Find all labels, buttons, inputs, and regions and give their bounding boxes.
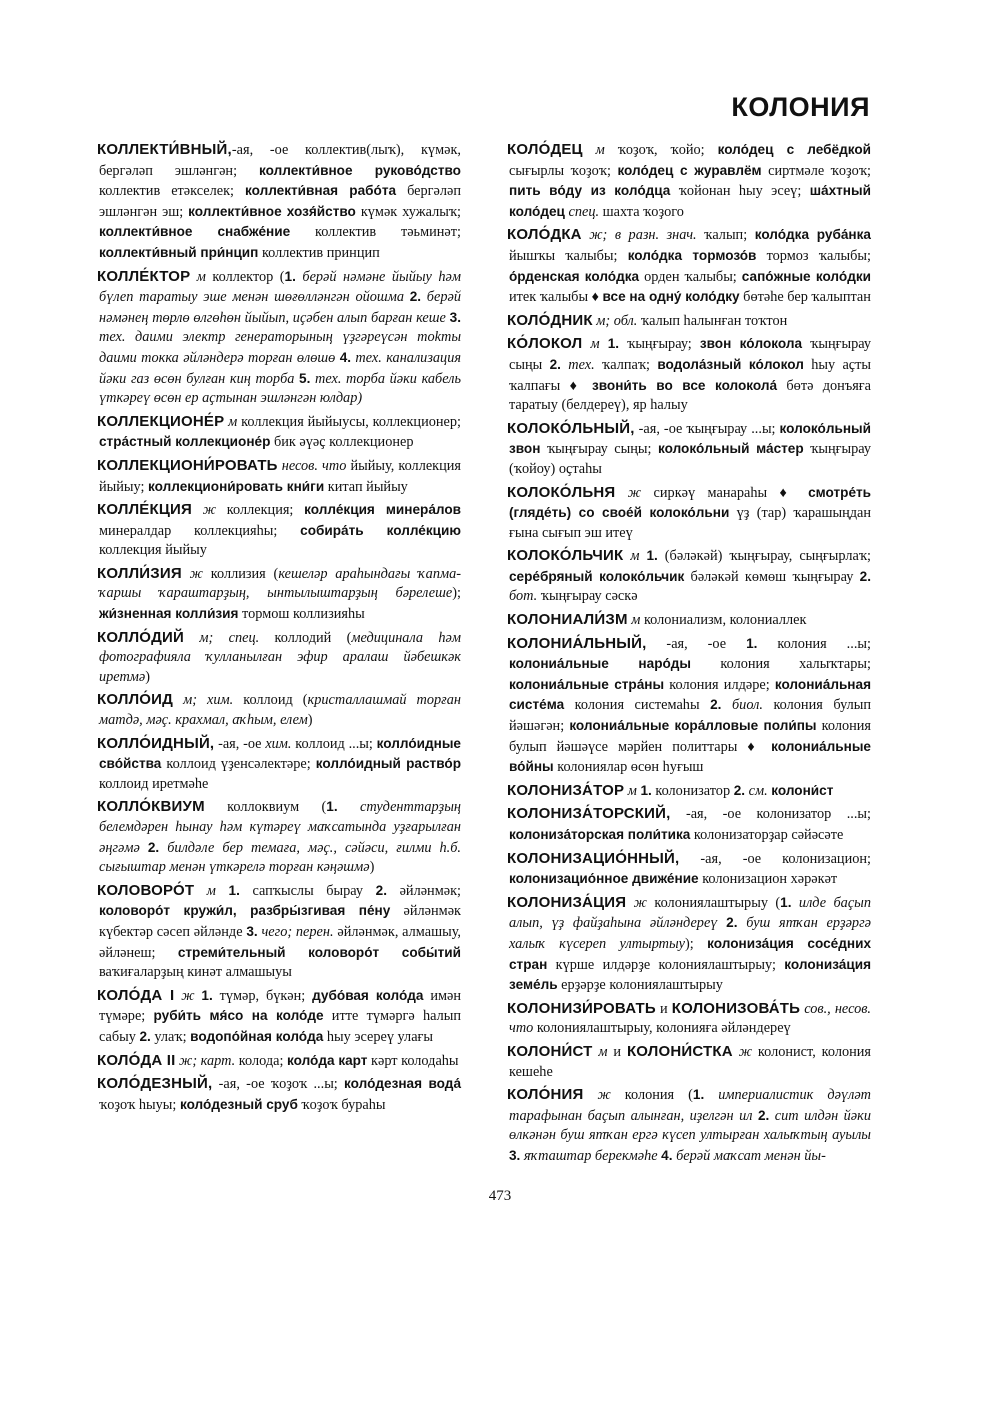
dictionary-entry	[509, 483, 871, 544]
example-phrase: 2.	[726, 915, 738, 931]
example-phrase: коло́дка руба́нка	[754, 227, 871, 243]
grammar-note: см.	[745, 782, 768, 799]
grammar-note: спец.	[564, 203, 600, 220]
entry-headword: КОЛОНИЗА́ТОРСКИЙ,	[507, 805, 671, 823]
example-phrase: 2.	[375, 882, 387, 898]
grammar-note: м	[224, 413, 238, 430]
example-phrase: коло́дка тормозо́в	[627, 247, 757, 263]
definition-text: и	[607, 1043, 627, 1060]
definition-text: һыу аҫты ҡалпағы ♦	[509, 356, 871, 394]
example-phrase: 1.	[692, 1087, 705, 1103]
example-phrase: колониза́торская поли́тика	[509, 827, 691, 842]
example-phrase: колле́кция минера́лов	[304, 502, 461, 518]
grammar-note: хим.	[265, 735, 292, 752]
example-phrase: 2.	[859, 568, 871, 584]
example-phrase: 1.	[228, 882, 240, 898]
example-phrase: коллекти́вное снабже́ние	[99, 224, 291, 240]
example-phrase: смотре́ть (гляде́ть) со свое́й колоко́льни	[509, 484, 872, 521]
example-phrase: стра́стный коллекционе́р	[99, 434, 271, 450]
grammar-note: ж	[583, 1087, 611, 1104]
definition-text: коллоквиум (	[204, 799, 327, 816]
definition-text: ҡалпаҡ;	[594, 356, 658, 373]
definition-text: сиртмәле ҡоҙоҡ;	[761, 162, 871, 179]
entry-headword: КОЛОНИ́СТ	[507, 1042, 593, 1060]
example-phrase: колло́идный раство́р	[315, 756, 461, 772]
dictionary-entry	[99, 1051, 461, 1072]
entry-headword: КОЛО́ДКА	[507, 226, 582, 244]
definition-text: тормош коллизияһы	[238, 606, 365, 623]
dictionary-entry	[99, 412, 461, 453]
grammar-note: тех.	[310, 370, 342, 387]
example-phrase: колоко́льный звон	[509, 420, 871, 457]
definition-text: коллодий (	[259, 629, 352, 646]
definition-text: коллектив тәьминәт;	[290, 224, 461, 241]
definition-text: коллектив принцип	[258, 244, 380, 261]
entry-headword: КОЛОВОРО́Т	[97, 881, 195, 899]
definition-text: коллоид (	[233, 692, 308, 709]
dictionary-entry	[509, 1085, 871, 1166]
definition-text: );	[452, 585, 461, 602]
entry-headword: КОЛО́НИЯ	[507, 1086, 584, 1104]
grammar-note: м	[582, 142, 605, 158]
example-phrase: 2.	[549, 356, 561, 372]
page-number: 473	[488, 1188, 512, 1204]
definition-text: ерҙәрҙе колониялаштырыу	[557, 977, 723, 994]
grammar-note: м	[624, 782, 637, 799]
example-phrase: сере́бряный колоко́льчик	[509, 568, 685, 584]
definition-text: бик әүәҫ коллекционер	[270, 434, 414, 451]
entry-headword: КОЛО́ДНИК	[507, 311, 593, 329]
dictionary-entry	[99, 734, 461, 795]
grammar-note: тех.	[560, 356, 595, 373]
entry-headword: КОЛОНИЗАЦИО́ННЫЙ,	[507, 849, 680, 867]
dictionary-entry	[509, 546, 871, 607]
grammar-note: кристаллашмай торған матдә, мәҫ. крахмал, аҡһым, елем	[99, 692, 462, 729]
definition-text: колония булып йәшәгән;	[509, 697, 871, 735]
example-phrase: колоко́льный ма́стер	[657, 441, 804, 457]
dictionary-entry	[99, 140, 461, 264]
definition-text: шахта ҡоҙого	[599, 203, 684, 220]
definition-text: колония булып йәшәүсе мәрйен политтары ♦	[509, 718, 871, 755]
dictionary-entry	[99, 881, 461, 983]
dictionary-entry	[509, 999, 871, 1039]
example-phrase: собира́ть колле́кцию	[300, 522, 461, 538]
definition-text: -ая, -ое ҡоҙоҡ ...ы;	[212, 1076, 345, 1093]
definition-text: әйләнмәк, алмашыу, әйләнеш;	[99, 923, 461, 961]
definition-text: колониялаштырыу, колонияға әйләндереү	[533, 1020, 791, 1037]
definition-text: )	[145, 668, 151, 685]
example-phrase: коло́да карт	[287, 1052, 368, 1068]
dictionary-entry	[509, 893, 871, 996]
dictionary-entry	[99, 797, 461, 877]
dictionary-entry	[509, 225, 871, 307]
entry-headword: КОЛОНИА́ЛЬНЫЙ,	[507, 634, 647, 652]
grammar-note: ж	[181, 565, 203, 582]
entry-headword: КОЛО́ДА II	[97, 1051, 176, 1069]
entry-headword: КОЛЛЕКЦИОНЕ́Р	[97, 412, 225, 430]
entry-headword: КОЛЛО́ДИЙ	[97, 628, 185, 646]
example-phrase: колониа́льные во́йны	[509, 738, 871, 775]
example-phrase: коло́дезная вода́	[344, 1076, 461, 1092]
entry-headword: КОЛОКО́ЛЬНЫЙ,	[507, 419, 635, 437]
definition-text: әйләнмәк;	[386, 882, 462, 899]
dictionary-entry	[99, 456, 461, 497]
definition-text: бөтә донъяға таратыу (белдереү), яр һалыу	[509, 377, 871, 414]
definition-text: минералдар коллекцияһы;	[99, 522, 301, 539]
definition-text: коллекция;	[216, 502, 305, 519]
example-phrase: дубо́вая коло́да	[312, 987, 424, 1003]
definition-text: -ая, -ое коллектив(лыҡ), күмәк, бергәләп эшләнгән;	[99, 142, 461, 179]
example-phrase: 2.	[139, 1028, 151, 1044]
entry-headword: КОЛЛЕ́КТОР	[97, 267, 191, 285]
example-phrase: колониза́ция сосе́дних стран	[509, 935, 871, 972]
definition-text: ҡоҙоҡ, ҡойо;	[604, 142, 718, 158]
definition-text: колонизаторҙар сәйәсәте	[690, 827, 844, 843]
definition-text: )	[369, 859, 375, 876]
grammar-note: торба йәки кабель үткәреү өсөн ер аҫтынан эшләнгән юлдар)	[99, 370, 461, 407]
definition-text: кәрт колодаһы	[367, 1052, 459, 1069]
definition-text: )	[307, 712, 313, 729]
definition-text: итте түмәргә һалып сабыу	[99, 1008, 461, 1045]
definition-text: колониялар өсөн һуғыш	[553, 759, 704, 776]
definition-text: бергәләп эшләнгән эш;	[99, 183, 461, 220]
grammar-note: м	[190, 268, 206, 285]
example-phrase: колониа́льные стра́ны	[509, 676, 665, 692]
definition-text: -ая, -ое колонизатор ...ы;	[670, 806, 871, 823]
definition-text: коллекция йыйыу	[99, 542, 207, 559]
definition-text: ҡалып һалынған тоҡтон	[637, 312, 788, 329]
entry-headword: КОЛОКО́ЛЬНЯ	[507, 483, 616, 501]
entry-headword: КОЛОНИЗА́ЦИЯ	[507, 893, 627, 911]
grammar-note: ж; в разн. знач.	[581, 227, 697, 244]
example-phrase: колониа́льная систе́ма	[509, 676, 872, 713]
example-phrase: 2.	[733, 782, 746, 798]
example-phrase: коллекциони́ровать кни́ги	[148, 478, 325, 494]
entry-headword: КОЛО́ДЕЦ	[507, 141, 583, 158]
grammar-note: илде баҫып алып, үҙ файҙаһына әйләндереү	[509, 894, 871, 932]
example-phrase: стреми́тельный коловоро́т собы́тий	[177, 944, 462, 960]
example-phrase: жи́зненная колли́зия	[99, 606, 239, 622]
example-phrase: коло́дец с лебёдкой	[717, 142, 872, 157]
example-phrase: 5.	[299, 370, 311, 386]
entry-headword: КОЛЛО́КВИУМ	[97, 798, 205, 816]
dictionary-entry	[509, 419, 871, 480]
entry-headword: КОЛЛЕКЦИОНИ́РОВАТЬ	[97, 456, 278, 474]
definition-text: итек ҡалыбы ♦	[509, 289, 603, 306]
definition-text: сығырлы ҡоҙоҡ;	[509, 162, 618, 179]
entry-headword: КОЛОНИЗА́ТОР	[507, 781, 625, 799]
definition-text: тормоз ҡалыбы;	[756, 247, 872, 264]
example-phrase: 2.	[757, 1107, 770, 1123]
definition-text: коллоид үҙенсәлектәре;	[161, 756, 316, 773]
grammar-note: тех.	[351, 349, 382, 366]
grammar-note: тех.	[99, 329, 126, 346]
example-phrase: колониа́льные кора́лловые поли́пы	[569, 718, 817, 734]
example-phrase: колониа́льные наро́ды	[509, 656, 692, 672]
entry-headword: КОЛОНИАЛИ́ЗМ	[507, 611, 628, 629]
definition-text: түмәр, бүкән;	[212, 987, 313, 1004]
definition-text: ҡыңғырау сәскә	[537, 588, 638, 605]
grammar-note: м	[582, 336, 600, 353]
grammar-note: м	[623, 548, 640, 565]
dictionary-entry	[99, 500, 461, 561]
grammar-note: м	[627, 612, 641, 629]
definition-text	[216, 883, 229, 899]
example-phrase: 1.	[607, 336, 620, 352]
example-phrase: коллекти́вное руково́дство	[259, 162, 461, 178]
grammar-note: медицинала һәм фотографияла ҡулланылған эфир аралаш йәбешкәк иретмә	[99, 629, 461, 685]
example-phrase: ша́хтный коло́дец	[509, 183, 871, 219]
definition-text: колония системаһы	[564, 697, 711, 714]
definition-text: коллоид ...ы;	[291, 735, 377, 752]
example-phrase: 3.	[509, 1147, 521, 1163]
example-phrase: руби́ть мя́со на коло́де	[153, 1008, 324, 1024]
grammar-note: м	[194, 882, 216, 899]
definition-text: йыйыу, коллекция йыйыу;	[99, 457, 461, 495]
grammar-note: буш ятҡан ерҙәргә халыҡ күсереп ултыртыу	[509, 915, 871, 952]
definition-text: бәләкәй көмөш ҡыңғырау	[684, 568, 860, 585]
definition-text: -ая, -ое	[214, 735, 266, 752]
entry-headword: КОЛЛО́ИДНЫЙ,	[97, 734, 215, 752]
grammar-note: кешеләр араһындағы ҡапма-ҡаршы ҡараштарҙың, ынтылыштарҙың бәрелеше	[99, 565, 461, 602]
grammar-note: бер‌әй нәмәне йыйыу һәм бүлеп таратыу эше менән шөғөлләнгән ойошма	[99, 268, 461, 306]
grammar-note: яҡташтар берекмәһе	[520, 1147, 662, 1164]
definition-text: үҙ (тар) ҡарашыңдан ғына сығып эш итеү	[509, 505, 872, 541]
example-phrase: звон ко́локола	[699, 336, 803, 352]
definition-text: -ая, -ое колонизацион;	[679, 850, 871, 867]
definition-text: коллизия (	[202, 565, 279, 582]
definition-text: коллоид иретмәһе	[99, 775, 209, 792]
example-phrase: 1.	[284, 268, 296, 284]
grammar-note: м; спец.	[184, 629, 260, 646]
definition-text: колода;	[235, 1052, 287, 1069]
example-phrase: 4.	[661, 1147, 673, 1163]
definition-text: колонизацион хәрәкәт	[698, 871, 838, 888]
definition-text: коллектор (	[205, 268, 285, 285]
grammar-note: ж	[174, 987, 195, 1004]
definition-text: и	[655, 1000, 672, 1017]
example-phrase: водопо́йная коло́да	[190, 1028, 324, 1044]
definition-text: -ая, -ое ҡыңғырау ...ы;	[634, 420, 780, 437]
dictionary-entry	[99, 628, 461, 688]
definition-text: ҡоҙоҡ һыуы;	[99, 1096, 180, 1113]
grammar-note: берәй маҡсат менән йы-	[672, 1147, 826, 1164]
example-phrase: 1.	[201, 987, 213, 1003]
grammar-note: империалистик дәүләт тарафынан баҫып алынған, иҙелгән ил	[509, 1087, 871, 1124]
example-phrase: коллекти́вное хозя́йство	[188, 203, 356, 219]
example-phrase: 3.	[449, 309, 461, 325]
grammar-note: м	[592, 1043, 608, 1060]
running-head: КОЛОНИЯ	[731, 92, 870, 122]
definition-text: китап йыйыу	[324, 478, 408, 495]
entry-headword: КОЛОНИ́СТКА	[626, 1042, 733, 1060]
entry-headword: КОЛО́ДЕЗНЫЙ,	[97, 1075, 213, 1093]
example-phrase: колло́идные сво́йства	[99, 735, 461, 772]
definition-text	[600, 336, 608, 352]
entry-headword: КОЛЛО́ИД	[97, 691, 174, 709]
example-phrase: водола́зный ко́локол	[657, 356, 804, 372]
dictionary-entry	[509, 634, 871, 778]
grammar-note: м; обл.	[592, 312, 638, 329]
example-phrase: 1.	[326, 799, 338, 815]
definition-text: );	[685, 935, 708, 952]
dictionary-entry	[509, 1042, 871, 1082]
definition-text: йышҡы ҡалыбы;	[509, 247, 628, 264]
dictionary-entry	[99, 267, 461, 409]
definition-text: бөтәһе бер ҡалыптан	[739, 289, 871, 306]
grammar-note: сов., несов. что	[509, 1000, 871, 1037]
example-phrase: 3.	[246, 923, 258, 939]
grammar-note: ж	[626, 894, 647, 911]
example-phrase: сапо́жные коло́дки	[741, 268, 871, 284]
dictionary-entry	[509, 311, 871, 332]
grammar-note: сит илдән йәки өлкәнән буш ятҡан ергә күсеп ултырған халыҡтың ауылы	[509, 1107, 871, 1144]
dictionary-entry	[99, 690, 461, 730]
definition-text: колонизатор	[651, 782, 734, 799]
grammar-note: бот.	[509, 588, 538, 605]
definition-text: колониализм, колониаллек	[640, 612, 807, 629]
grammar-note: ж	[615, 484, 642, 501]
definition-text: колония (	[610, 1087, 693, 1104]
dictionary-entry	[509, 610, 871, 631]
definition-text: күмәк хужалыҡ;	[355, 203, 462, 220]
entry-headword: КОЛОНИЗИ́РОВАТЬ	[507, 999, 656, 1017]
example-phrase: 1.	[640, 782, 652, 798]
example-phrase: 2.	[147, 839, 160, 855]
definition-text: күрше илдәрҙе колониялаштырыу;	[547, 956, 785, 973]
example-phrase: коловоро́т кружи́л, разбры́згивая пе́ну	[99, 903, 391, 919]
definition-text: ҡыңғырау сыңы;	[540, 441, 658, 458]
entry-headword: КОЛО́ДА I	[97, 986, 175, 1004]
dictionary-entry	[509, 781, 871, 802]
dictionary-entry	[99, 1074, 461, 1115]
dictionary-entry	[509, 849, 871, 890]
grammar-note: берәй нәмәнең төрлө өлгөһөн йыйып, иҫәбен алып барған кеше	[99, 289, 461, 326]
definition-text: сиркәү манараһы ♦	[641, 484, 809, 501]
grammar-note: даими электр генераторының үҙгәреүсән тokты даими токка әйләндерә торған өлөшө	[99, 329, 461, 366]
example-phrase: колонизацио́нное движе́ние	[509, 871, 699, 887]
grammar-note: студенттарҙың белемдәрен һынау һәм күтәреү маҡсатында уҙғарылған әңгәмә	[99, 799, 461, 856]
entry-headword: КО́ЛОКОЛ	[507, 335, 583, 353]
entry-headword: КОЛЛИ́ЗИЯ	[97, 564, 182, 582]
definition-text: ҡалып;	[696, 227, 755, 244]
definition-text: ҡоҙоҡ бураһы	[297, 1096, 386, 1113]
dictionary-entry	[509, 804, 871, 845]
definition-text: колониялаштырыу (	[646, 894, 781, 911]
dictionary-entry	[99, 986, 461, 1048]
definition-text: ҡыңғырау (ҡойоу) оҫтаһы	[509, 441, 871, 477]
definition-text: ҡойонан һыу эсеү;	[670, 183, 810, 200]
definition-text: (бәләкәй) ҡыңғырау, сыңғырлаҡ;	[657, 548, 872, 565]
definition-text: сапҡыслы бырау	[239, 882, 376, 899]
grammar-note: ж; карт.	[175, 1052, 236, 1069]
grammar-note: канализация йәки газ өсөн булған киң торба	[99, 349, 462, 387]
example-phrase: коллекти́вный при́нцип	[99, 244, 259, 260]
entry-headword: КОЛОКО́ЛЬЧИК	[507, 547, 624, 565]
example-phrase: колони́ст	[771, 782, 834, 798]
example-phrase: о́рденская коло́дка	[509, 268, 640, 284]
definition-text: -ая, -ое	[646, 635, 747, 652]
grammar-note: несов. что	[277, 457, 347, 474]
example-phrase: 1.	[646, 548, 658, 564]
definition-text: ҡыңғырау сыңы	[509, 336, 871, 373]
definition-text: орден ҡалыбы;	[639, 268, 742, 285]
right-column	[509, 140, 871, 1170]
example-phrase: звони́ть во все колокола́	[591, 377, 778, 393]
example-phrase: 1.	[746, 635, 758, 651]
grammar-note: биол.	[721, 697, 763, 714]
grammar-note: чего; перен.	[257, 923, 334, 940]
example-phrase: коллекти́вная рабо́та	[244, 183, 397, 199]
grammar-note: м; хим.	[173, 692, 234, 709]
entry-headword: КОЛЛЕКТИ́ВНЫЙ,	[97, 141, 232, 158]
grammar-note: билдәле бер темаға, мәҫ., сәйәси, ғилми һ.б. сығыштар менән үткәрелә торған кәңәшмә	[99, 839, 461, 876]
definition-text: ҡыңғырау;	[619, 336, 700, 353]
grammar-note: ж	[732, 1043, 753, 1060]
example-phrase: коло́дезный сруб	[179, 1096, 298, 1112]
definition-text: ваҡиғаларҙың кинәт алмашыуы	[99, 964, 292, 981]
example-phrase: все на одну́ коло́дку	[602, 289, 740, 305]
entry-headword: КОЛЛЕ́КЦИЯ	[97, 501, 192, 519]
example-phrase: 1.	[780, 894, 792, 910]
definition-text: коллекция йыйыусы, коллекционер;	[237, 413, 461, 430]
example-phrase: коло́дец с журавлём	[617, 162, 762, 178]
grammar-note: ж	[191, 502, 217, 519]
definition-text: һыу эсереү улағы	[323, 1028, 434, 1045]
left-column	[99, 140, 461, 1118]
example-phrase: пить во́ду из коло́дца	[509, 183, 671, 199]
definition-text: колонист, колония кешеһе	[509, 1043, 871, 1080]
entry-headword: КОЛОНИЗОВА́ТЬ	[671, 999, 801, 1017]
example-phrase: 2.	[409, 289, 422, 305]
dictionary-entry	[509, 140, 871, 222]
dictionary-entry	[509, 334, 871, 415]
definition-text: колония халыҡтары;	[691, 656, 871, 673]
example-phrase: 2.	[710, 697, 722, 713]
definition-text: колония ...ы;	[757, 635, 871, 652]
definition-text: әйләнмәк күбектәр сәсеп әйләнде	[99, 903, 462, 940]
definition-text: колония илдәре;	[664, 676, 775, 693]
definition-text: имән түмәре;	[99, 987, 462, 1025]
definition-text: улаҡ;	[150, 1028, 191, 1045]
example-phrase: 4.	[339, 349, 352, 365]
dictionary-entry	[99, 564, 461, 625]
definition-text: коллектив етәкселек;	[99, 183, 245, 200]
example-phrase: колониза́ция земе́ль	[509, 956, 871, 993]
